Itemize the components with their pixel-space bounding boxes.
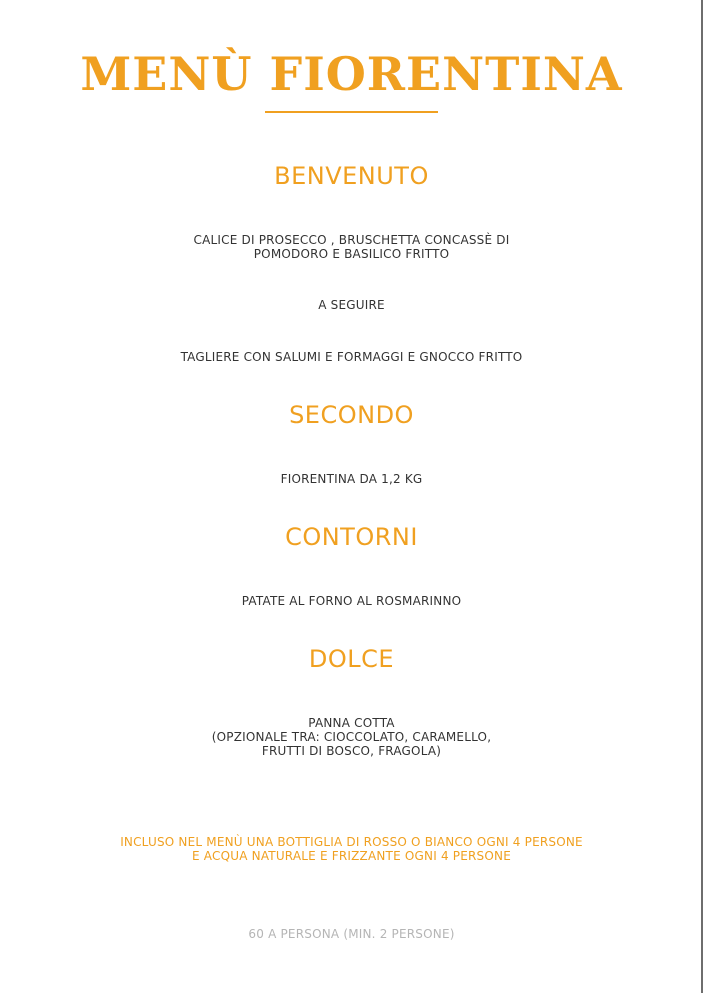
included-note-line-1: INCLUSO NEL MENÙ UNA BOTTIGLIA DI ROSSO O BIANCO OGNI 4 PERSONE	[120, 835, 583, 849]
separator-text: A SEGUIRE	[318, 298, 385, 312]
menu-item-contorni: PATATE AL FORNO AL ROSMARINNO	[241, 594, 462, 608]
section-heading-dolce: DOLCE	[308, 645, 395, 673]
menu-item-dolce-line-1: PANNA COTTA	[308, 716, 395, 730]
title-underline	[265, 111, 438, 113]
section-heading-contorni: CONTORNI	[285, 523, 418, 551]
included-note-line-2: E ACQUA NATURALE E FRIZZANTE OGNI 4 PERSONE	[192, 849, 511, 863]
price-text: 60 A PERSONA (MIN. 2 PERSONE)	[248, 927, 455, 941]
menu-item-dolce-line-2: (OPZIONALE TRA: CIOCCOLATO, CARAMELLO,	[211, 730, 492, 744]
section-heading-benvenuto: BENVENUTO	[274, 162, 429, 190]
menu-item-secondo: FIORENTINA DA 1,2 KG	[280, 472, 423, 486]
menu-item-dolce-line-3: FRUTTI DI BOSCO, FRAGOLA)	[261, 744, 442, 758]
section-heading-secondo: SECONDO	[289, 401, 414, 429]
menu-title: MENÙ FIORENTINA	[80, 47, 623, 101]
menu-item-benvenuto-1-line-2: POMODORO E BASILICO FRITTO	[253, 247, 450, 261]
menu-item-benvenuto-1-line-1: CALICE DI PROSECCO , BRUSCHETTA CONCASSÈ DI	[193, 233, 510, 247]
menu-item-benvenuto-2: TAGLIERE CON SALUMI E FORMAGGI E GNOCCO FRITTO	[180, 350, 523, 364]
